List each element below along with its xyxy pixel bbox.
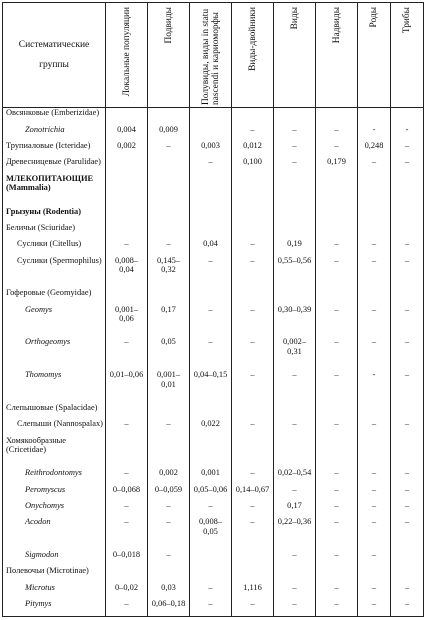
table-cell: –: [358, 501, 391, 517]
row-taxon-name: Трупиаловые (Icteridae): [3, 141, 106, 157]
row-taxon-name: Беличьи (Sciuridae): [3, 223, 106, 239]
table-cell: [232, 223, 274, 239]
table-cell: 0,05–0,06: [190, 485, 232, 501]
table-cell: –: [148, 550, 190, 566]
table-cell: –: [274, 550, 316, 566]
table-cell: [232, 403, 274, 419]
table-cell: [391, 174, 424, 207]
table-cell: 0,009: [148, 125, 190, 141]
table-cell: [148, 174, 190, 207]
column-header-label: Надвиды: [331, 7, 342, 44]
table-cell: –: [106, 468, 148, 484]
table-cell: [316, 223, 358, 239]
column-header-label: Подвиды: [163, 7, 174, 44]
table-cell: [391, 288, 424, 304]
column-header-wrap: [232, 3, 273, 107]
table-cell: –: [274, 157, 316, 173]
column-header-wrap: [190, 3, 231, 107]
table-cell: [190, 223, 232, 239]
column-header-7: [358, 3, 391, 108]
table-cell: [148, 403, 190, 419]
column-header-wrap: [106, 3, 147, 107]
table-cell: –: [358, 239, 391, 255]
table-row: [3, 288, 424, 304]
table-cell: 0–0,068: [106, 485, 148, 501]
table-row: [3, 583, 424, 599]
table-cell: [358, 436, 391, 469]
table-cell: [391, 207, 424, 223]
table-cell: [274, 436, 316, 469]
table-cell: [274, 223, 316, 239]
table-cell: [106, 403, 148, 419]
column-header-label: Виды: [289, 7, 300, 30]
table-cell: 1,116: [232, 583, 274, 599]
table-cell: 0–0,059: [148, 485, 190, 501]
table-cell: –: [358, 305, 391, 338]
table-cell: –: [190, 501, 232, 517]
table-cell: –: [391, 305, 424, 338]
table-cell: 0,14–0,67: [232, 485, 274, 501]
table-cell: –: [358, 157, 391, 173]
table-row: [3, 207, 424, 223]
table-cell: -: [391, 125, 424, 141]
table-row: [3, 157, 424, 173]
table-cell: [106, 108, 148, 125]
row-taxon-name: Гоферовые (Geomyidae): [3, 288, 106, 304]
table-cell: 0,55–0,56: [274, 256, 316, 289]
table-cell: [232, 108, 274, 125]
table-cell: [232, 288, 274, 304]
table-cell: –: [358, 256, 391, 289]
table-cell: –: [106, 239, 148, 255]
table-cell: –: [190, 599, 232, 616]
table-cell: –: [190, 583, 232, 599]
table-cell: 0,179: [316, 157, 358, 173]
table-cell: –: [358, 517, 391, 550]
row-taxon-name: Thomomys: [3, 370, 106, 403]
column-header-label: Локальные популяции: [121, 7, 132, 97]
table-cell: –: [316, 550, 358, 566]
table-cell: –: [358, 583, 391, 599]
table-cell: [316, 108, 358, 125]
table-cell: [274, 403, 316, 419]
table-cell: 0,003: [190, 141, 232, 157]
column-header-wrap: [358, 3, 390, 107]
table-cell: –: [316, 256, 358, 289]
row-taxon-name: Грызуны (Rodentia): [3, 207, 106, 223]
column-header-label: Виды-двойники: [247, 7, 258, 71]
table-cell: [316, 566, 358, 582]
table-cell: –: [316, 370, 358, 403]
table-row: [3, 239, 424, 255]
table-cell: –: [274, 583, 316, 599]
table-cell: [106, 288, 148, 304]
table-cell: [358, 108, 391, 125]
table-cell: [106, 174, 148, 207]
table-cell: –: [391, 583, 424, 599]
table-cell: –: [148, 419, 190, 435]
table-cell: 0,19: [274, 239, 316, 255]
table-cell: –: [358, 599, 391, 616]
table-cell: [148, 436, 190, 469]
table-cell: [316, 174, 358, 207]
taxonomy-distance-table: [2, 2, 424, 617]
table-row: [3, 108, 424, 125]
table-row: [3, 468, 424, 484]
table-cell: [391, 566, 424, 582]
table-cell: 0,02–0,54: [274, 468, 316, 484]
table-cell: –: [232, 468, 274, 484]
row-taxon-name: Суслики (Spermophilus): [3, 256, 106, 289]
table-cell: –: [106, 599, 148, 616]
table-cell: [391, 436, 424, 469]
table-row: [3, 305, 424, 338]
column-header-wrap: [391, 3, 423, 107]
table-cell: –: [232, 517, 274, 550]
table-cell: –: [316, 485, 358, 501]
row-taxon-name: Слепышовые (Spalacidae): [3, 403, 106, 419]
table-cell: 0,05: [148, 337, 190, 370]
column-header-label: Систематические группы: [18, 40, 90, 70]
table-cell: [148, 108, 190, 125]
table-cell: –: [358, 337, 391, 370]
column-header-2: [148, 3, 190, 108]
table-cell: –: [232, 125, 274, 141]
table-cell: [232, 550, 274, 566]
table-cell: [274, 174, 316, 207]
table-row: [3, 337, 424, 370]
table-row: [3, 125, 424, 141]
table-row: [3, 141, 424, 157]
table-cell: –: [148, 141, 190, 157]
table-cell: 0,145–0,32: [148, 256, 190, 289]
table-row: [3, 256, 424, 289]
table-cell: [274, 207, 316, 223]
table-cell: [148, 288, 190, 304]
table-cell: –: [106, 337, 148, 370]
table-cell: 0,002: [106, 141, 148, 157]
table-cell: [232, 566, 274, 582]
table-cell: [358, 223, 391, 239]
table-cell: [190, 403, 232, 419]
row-taxon-name: Овсянковые (Emberizidae): [3, 108, 106, 125]
table-cell: 0,03: [148, 583, 190, 599]
table-cell: [106, 223, 148, 239]
column-header-wrap: [148, 3, 189, 107]
table-cell: –: [358, 468, 391, 484]
table-cell: 0,04–0,15: [190, 370, 232, 403]
table-cell: –: [274, 419, 316, 435]
table-cell: –: [232, 370, 274, 403]
table-cell: [358, 174, 391, 207]
table-row: [3, 550, 424, 566]
row-taxon-name: Reithrodontomys: [3, 468, 106, 484]
row-taxon-name: Хомякообразные (Cricetidae): [3, 436, 106, 469]
table-cell: –: [316, 517, 358, 550]
table-cell: [391, 403, 424, 419]
table-cell: –: [148, 239, 190, 255]
table-cell: [391, 550, 424, 566]
row-taxon-name: Pitymys: [3, 599, 106, 616]
table-cell: 0,001: [190, 468, 232, 484]
table-cell: –: [106, 517, 148, 550]
header-row: [3, 3, 424, 108]
table-cell: 0–0,02: [106, 583, 148, 599]
row-taxon-name: Древесницевые (Parulidae): [3, 157, 106, 173]
table-cell: 0,002–0,31: [274, 337, 316, 370]
table-cell: –: [232, 239, 274, 255]
table-cell: [316, 207, 358, 223]
table-cell: [190, 108, 232, 125]
table-cell: [358, 288, 391, 304]
table-cell: [316, 436, 358, 469]
table-cell: [106, 566, 148, 582]
table-cell: 0,30–0,39: [274, 305, 316, 338]
column-header-wrap: [274, 3, 315, 107]
table-cell: –: [391, 419, 424, 435]
column-header-label: Трибы: [402, 7, 412, 34]
table-cell: –: [232, 599, 274, 616]
table-cell: [190, 566, 232, 582]
table-cell: –: [391, 468, 424, 484]
row-taxon-name: Peromyscus: [3, 485, 106, 501]
table-cell: –: [391, 157, 424, 173]
table-cell: –: [274, 141, 316, 157]
table-cell: [148, 207, 190, 223]
table-cell: [274, 108, 316, 125]
table-cell: 0,001–0,01: [148, 370, 190, 403]
table-cell: 0,06–0,18: [148, 599, 190, 616]
table-cell: [148, 157, 190, 173]
table-cell: –: [232, 256, 274, 289]
table-row: [3, 517, 424, 550]
table-cell: –: [316, 583, 358, 599]
row-taxon-name: Onychomys: [3, 501, 106, 517]
table-cell: [190, 550, 232, 566]
row-taxon-name: Суслики (Citellus): [3, 239, 106, 255]
row-taxon-name: МЛЕКОПИТАЮЩИЕ (Mammalia): [3, 174, 106, 207]
table-cell: –: [316, 419, 358, 435]
table-cell: 0,022: [190, 419, 232, 435]
row-taxon-name: Geomys: [3, 305, 106, 338]
table-row: [3, 599, 424, 616]
table-cell: –: [391, 599, 424, 616]
table-cell: 0,01–0,06: [106, 370, 148, 403]
table-cell: –: [391, 517, 424, 550]
table-cell: –: [190, 157, 232, 173]
table-cell: –: [232, 501, 274, 517]
table-cell: 0,004: [106, 125, 148, 141]
row-taxon-name: Acodon: [3, 517, 106, 550]
table-cell: [148, 223, 190, 239]
table-cell: –: [106, 419, 148, 435]
table-cell: –: [232, 305, 274, 338]
table-row: [3, 501, 424, 517]
table-cell: [190, 207, 232, 223]
table-cell: [274, 288, 316, 304]
table-cell: –: [391, 501, 424, 517]
table-cell: [391, 108, 424, 125]
table-cell: [232, 207, 274, 223]
table-cell: [358, 403, 391, 419]
table-cell: –: [190, 305, 232, 338]
table-cell: [190, 174, 232, 207]
table-row: [3, 174, 424, 207]
table-cell: 0,04: [190, 239, 232, 255]
table-cell: –: [316, 337, 358, 370]
table-cell: –: [391, 337, 424, 370]
table-row: [3, 403, 424, 419]
table-cell: [274, 566, 316, 582]
table-cell: 0–0,018: [106, 550, 148, 566]
column-header-8: [391, 3, 424, 108]
table-cell: [232, 174, 274, 207]
table-cell: –: [274, 485, 316, 501]
table-cell: –: [316, 501, 358, 517]
table-cell: –: [316, 599, 358, 616]
row-taxon-name: Zonotrichia: [3, 125, 106, 141]
table-row: [3, 223, 424, 239]
table-cell: –: [316, 239, 358, 255]
table-cell: [316, 403, 358, 419]
table-cell: [190, 436, 232, 469]
table-cell: 0,008–0,05: [190, 517, 232, 550]
table-row: [3, 436, 424, 469]
table-cell: –: [316, 125, 358, 141]
table-cell: –: [316, 141, 358, 157]
table-cell: –: [316, 468, 358, 484]
table-cell: [148, 566, 190, 582]
table-cell: [358, 207, 391, 223]
table-cell: –: [274, 125, 316, 141]
table-cell: –: [358, 419, 391, 435]
column-header-5: [274, 3, 316, 108]
table-cell: –: [148, 501, 190, 517]
row-taxon-name: Microtus: [3, 583, 106, 599]
table-row: [3, 566, 424, 582]
table-cell: [190, 288, 232, 304]
table-cell: –: [391, 256, 424, 289]
table-cell: [106, 157, 148, 173]
column-header-1: [106, 3, 148, 108]
table-cell: –: [316, 305, 358, 338]
row-taxon-name: Полевочьи (Microtinae): [3, 566, 106, 582]
row-taxon-name: Слепыши (Nannospalax): [3, 419, 106, 435]
column-header-0: [3, 3, 106, 108]
table-cell: 0,17: [274, 501, 316, 517]
table-cell: 0,008–0,04: [106, 256, 148, 289]
column-header-wrap: [316, 3, 357, 107]
table-cell: -: [358, 370, 391, 403]
column-header-4: [232, 3, 274, 108]
table-cell: –: [232, 337, 274, 370]
table-cell: –: [190, 337, 232, 370]
table-cell: –: [391, 141, 424, 157]
table-cell: –: [274, 599, 316, 616]
column-header-label: Полувиды, виды in statu nascendi и кариоморфы: [200, 8, 221, 105]
table-cell: –: [358, 550, 391, 566]
table-cell: 0,001–0,06: [106, 305, 148, 338]
table-cell: -: [358, 125, 391, 141]
column-header-3: [190, 3, 232, 108]
table-cell: [106, 436, 148, 469]
column-header-6: [316, 3, 358, 108]
table-cell: 0,17: [148, 305, 190, 338]
table-cell: [232, 436, 274, 469]
table-cell: [316, 288, 358, 304]
table-cell: [190, 125, 232, 141]
column-header-label: Роды: [369, 7, 379, 28]
table-cell: –: [190, 256, 232, 289]
table-cell: –: [106, 501, 148, 517]
table-cell: –: [391, 485, 424, 501]
table-cell: [358, 566, 391, 582]
table-cell: –: [148, 517, 190, 550]
table-cell: –: [358, 485, 391, 501]
table-cell: 0,012: [232, 141, 274, 157]
table-cell: 0,22–0,36: [274, 517, 316, 550]
table-row: [3, 485, 424, 501]
row-taxon-name: Sigmodon: [3, 550, 106, 566]
table-cell: [391, 223, 424, 239]
table-row: [3, 370, 424, 403]
table-cell: [106, 207, 148, 223]
table-cell: –: [391, 370, 424, 403]
table-cell: 0,100: [232, 157, 274, 173]
table-cell: 0,248: [358, 141, 391, 157]
table-cell: –: [274, 370, 316, 403]
table-cell: –: [232, 419, 274, 435]
table-row: [3, 419, 424, 435]
table-body: [3, 108, 424, 617]
table-cell: –: [391, 239, 424, 255]
row-taxon-name: Orthogeomys: [3, 337, 106, 370]
table-cell: 0,002: [148, 468, 190, 484]
